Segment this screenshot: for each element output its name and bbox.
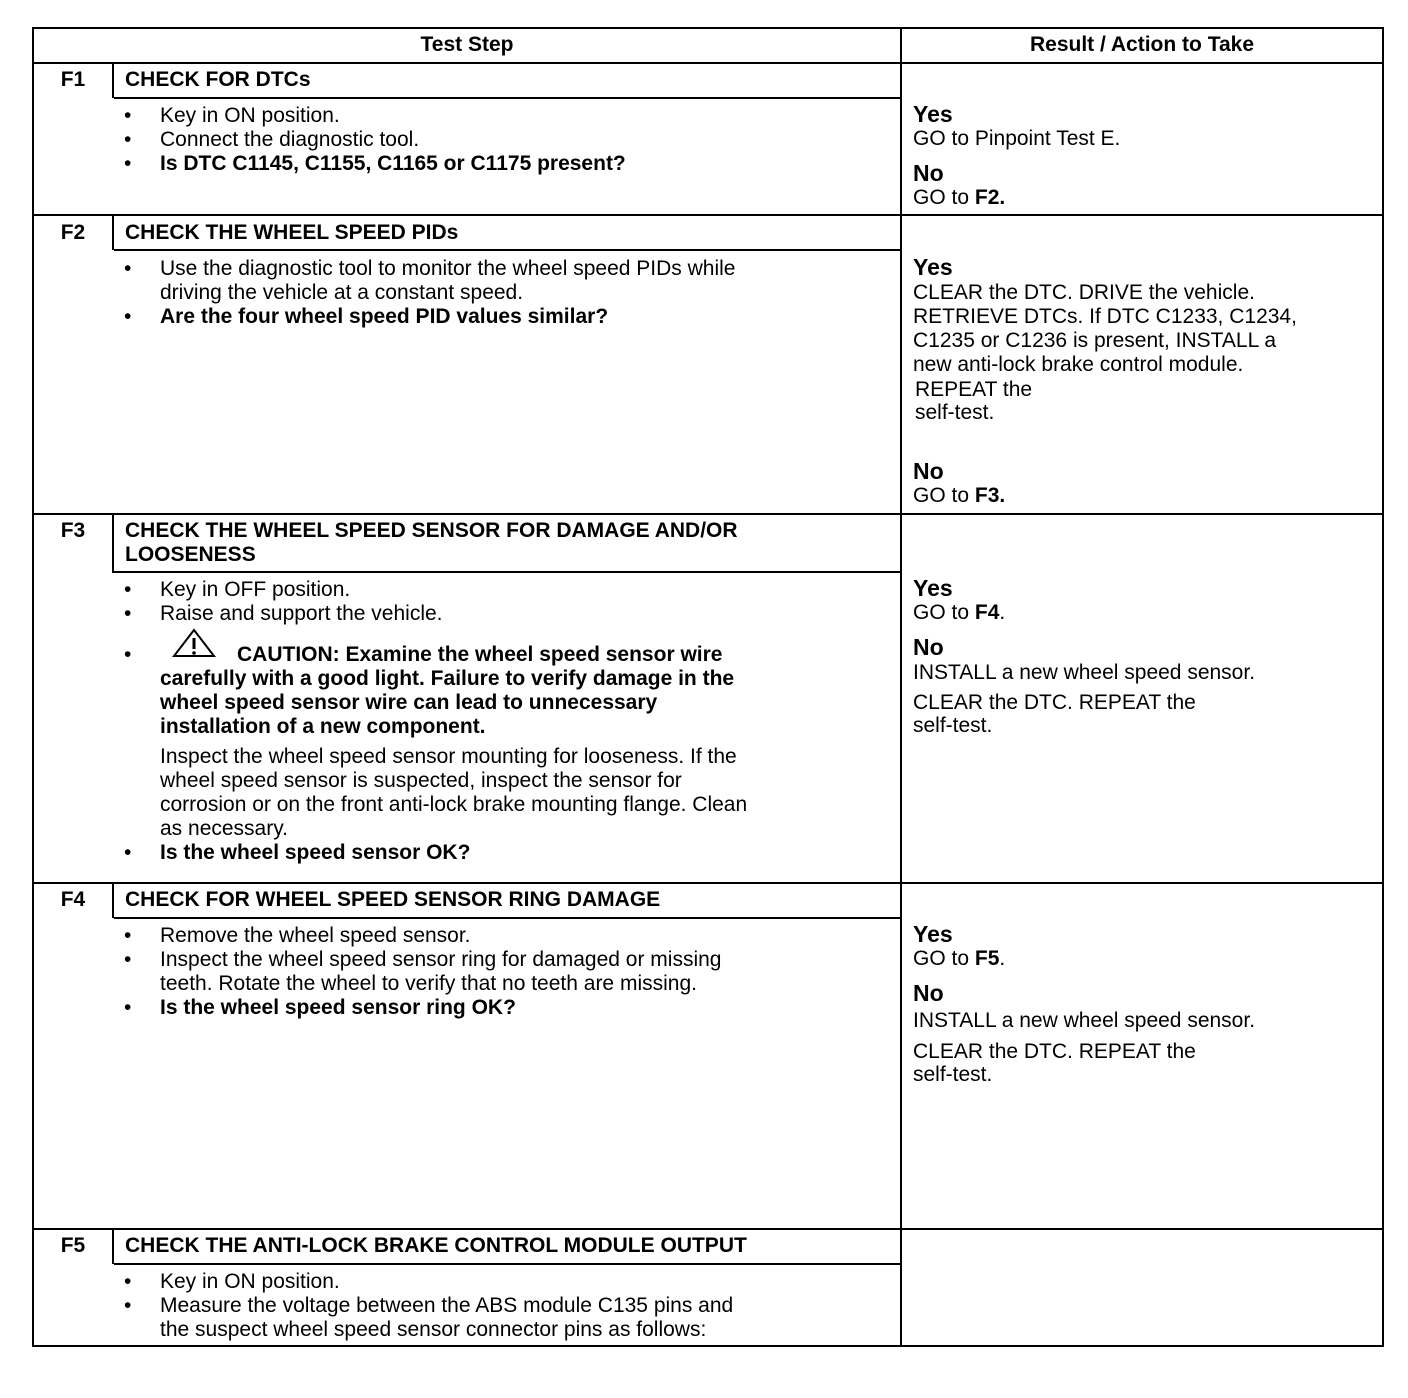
step-id: F3: [60, 519, 86, 542]
result-yes-label: Yes: [913, 101, 953, 127]
title-divider: [114, 249, 902, 251]
bullet-icon: •: [124, 1270, 132, 1293]
step-reference: F2.: [974, 186, 1006, 209]
inspect-text: Inspect the wheel speed sensor mounting for looseness. If the: [160, 745, 737, 768]
result-no-line: INSTALL a new wheel speed sensor.: [913, 1009, 1256, 1032]
bullet-icon: •: [124, 1294, 132, 1317]
step-id: F4: [60, 888, 86, 911]
result-no-label: No: [913, 458, 944, 484]
step-reference: F3.: [974, 484, 1006, 507]
result-no-text: [913, 484, 1005, 508]
result-yes-line: self-test.: [915, 401, 995, 424]
step-reference: F5: [974, 947, 1000, 970]
result-no-line: CLEAR the DTC. REPEAT the: [913, 1040, 1196, 1063]
bullet-icon: •: [124, 578, 132, 601]
result-no-line: self-test.: [913, 714, 993, 737]
title-divider: [114, 97, 902, 99]
step-item: Raise and support the vehicle.: [160, 602, 443, 625]
caution-triangle-icon: [172, 628, 216, 658]
step-question: Are the four wheel speed PID values similar?: [160, 305, 609, 328]
header-result-action: Result / Action to Take: [1029, 33, 1255, 56]
result-yes-label: Yes: [913, 575, 953, 601]
step-item: Key in ON position.: [160, 1270, 340, 1293]
result-yes-label: Yes: [913, 921, 953, 947]
goto-prefix: GO to: [913, 186, 970, 209]
bullet-icon: •: [124, 841, 132, 864]
result-yes-label: Yes: [913, 254, 953, 280]
step-item: Inspect the wheel speed sensor ring for damaged or missing: [160, 948, 722, 971]
result-yes-line: C1235 or C1236 is present, INSTALL a: [913, 329, 1277, 352]
step-reference: F4: [974, 601, 1000, 624]
result-no-line: CLEAR the DTC. REPEAT the: [913, 691, 1196, 714]
title-divider: [114, 917, 902, 919]
bullet-icon: •: [124, 128, 132, 151]
goto-prefix: GO to: [913, 484, 970, 507]
inspect-text: wheel speed sensor is suspected, inspect the sensor for: [160, 769, 682, 792]
title-divider: [114, 1263, 902, 1265]
step-id: F2: [60, 221, 86, 244]
step-item: Key in ON position.: [160, 104, 340, 127]
bullet-icon: •: [124, 924, 132, 947]
bullet-icon: •: [124, 104, 132, 127]
step-item: Connect the diagnostic tool.: [160, 128, 420, 151]
result-no-line: INSTALL a new wheel speed sensor.: [913, 661, 1256, 684]
result-no-line: self-test.: [913, 1063, 993, 1086]
goto-prefix: GO to: [913, 601, 970, 624]
result-yes-text: GO to F5.: [913, 947, 1006, 970]
bullet-icon: •: [124, 305, 132, 328]
step-id: F5: [60, 1234, 86, 1257]
result-yes-text: GO to Pinpoint Test E.: [913, 127, 1121, 150]
column-divider: [900, 27, 902, 1347]
result-no-label: No: [913, 980, 944, 1006]
step-id: F1: [60, 68, 86, 91]
title-divider: [114, 571, 902, 573]
inspect-text: corrosion or on the front anti-lock brake mounting flange. Clean: [160, 793, 748, 816]
step-item: Measure the voltage between the ABS module C135 pins and: [160, 1294, 734, 1317]
step-item: Key in OFF position.: [160, 578, 351, 601]
caution-text: installation of a new component.: [160, 715, 486, 738]
caution-text: carefully with a good light. Failure to verify damage in the: [160, 667, 735, 690]
row-divider: [32, 513, 1384, 515]
step-title: CHECK THE WHEEL SPEED SENSOR FOR DAMAGE AND/OR: [125, 519, 738, 542]
result-yes-line: new anti-lock brake control module.: [913, 353, 1244, 376]
step-question: Is the wheel speed sensor ring OK?: [160, 996, 516, 1019]
row-divider: [32, 1228, 1384, 1230]
caution-text: CAUTION: Examine the wheel speed sensor wire: [237, 643, 723, 666]
step-title: CHECK FOR DTCs: [125, 68, 311, 91]
result-yes-text: GO to F4.: [913, 601, 1006, 624]
step-question: Is the wheel speed sensor OK?: [160, 841, 471, 864]
row-divider: [32, 214, 1384, 216]
result-yes-line: CLEAR the DTC. DRIVE the vehicle.: [913, 281, 1255, 304]
step-title: CHECK FOR WHEEL SPEED SENSOR RING DAMAGE: [125, 888, 661, 911]
result-yes-line: RETRIEVE DTCs. If DTC C1233, C1234,: [913, 305, 1297, 328]
inspect-text: as necessary.: [160, 817, 288, 840]
row-divider: [32, 882, 1384, 884]
bullet-icon: •: [124, 643, 132, 666]
bullet-icon: •: [124, 602, 132, 625]
bullet-icon: •: [124, 996, 132, 1019]
step-item-continued: teeth. Rotate the wheel to verify that no teeth are missing.: [160, 972, 697, 995]
step-item-continued: driving the vehicle at a constant speed.: [160, 281, 524, 304]
caution-text: wheel speed sensor wire can lead to unnecessary: [160, 691, 658, 714]
bullet-icon: •: [124, 152, 132, 175]
step-item: Remove the wheel speed sensor.: [160, 924, 471, 947]
result-no-label: No: [913, 634, 944, 660]
step-title: CHECK THE ANTI-LOCK BRAKE CONTROL MODULE OUTPUT: [125, 1234, 747, 1257]
step-item-continued: the suspect wheel speed sensor connector pins as follows:: [160, 1318, 707, 1341]
header-test-step: Test Step: [420, 33, 514, 56]
goto-prefix: GO to: [913, 947, 970, 970]
row-divider: [32, 62, 1384, 64]
step-item: Use the diagnostic tool to monitor the wheel speed PIDs while: [160, 257, 736, 280]
step-title-continued: LOOSENESS: [125, 543, 256, 566]
step-title: CHECK THE WHEEL SPEED PIDs: [125, 221, 459, 244]
result-yes-line: REPEAT the: [915, 378, 1033, 401]
bullet-icon: •: [124, 257, 132, 280]
result-no-text: [913, 186, 1005, 210]
step-question: Is DTC C1145, C1155, C1165 or C1175 present?: [160, 152, 626, 175]
result-no-label: No: [913, 160, 944, 186]
bullet-icon: •: [124, 948, 132, 971]
